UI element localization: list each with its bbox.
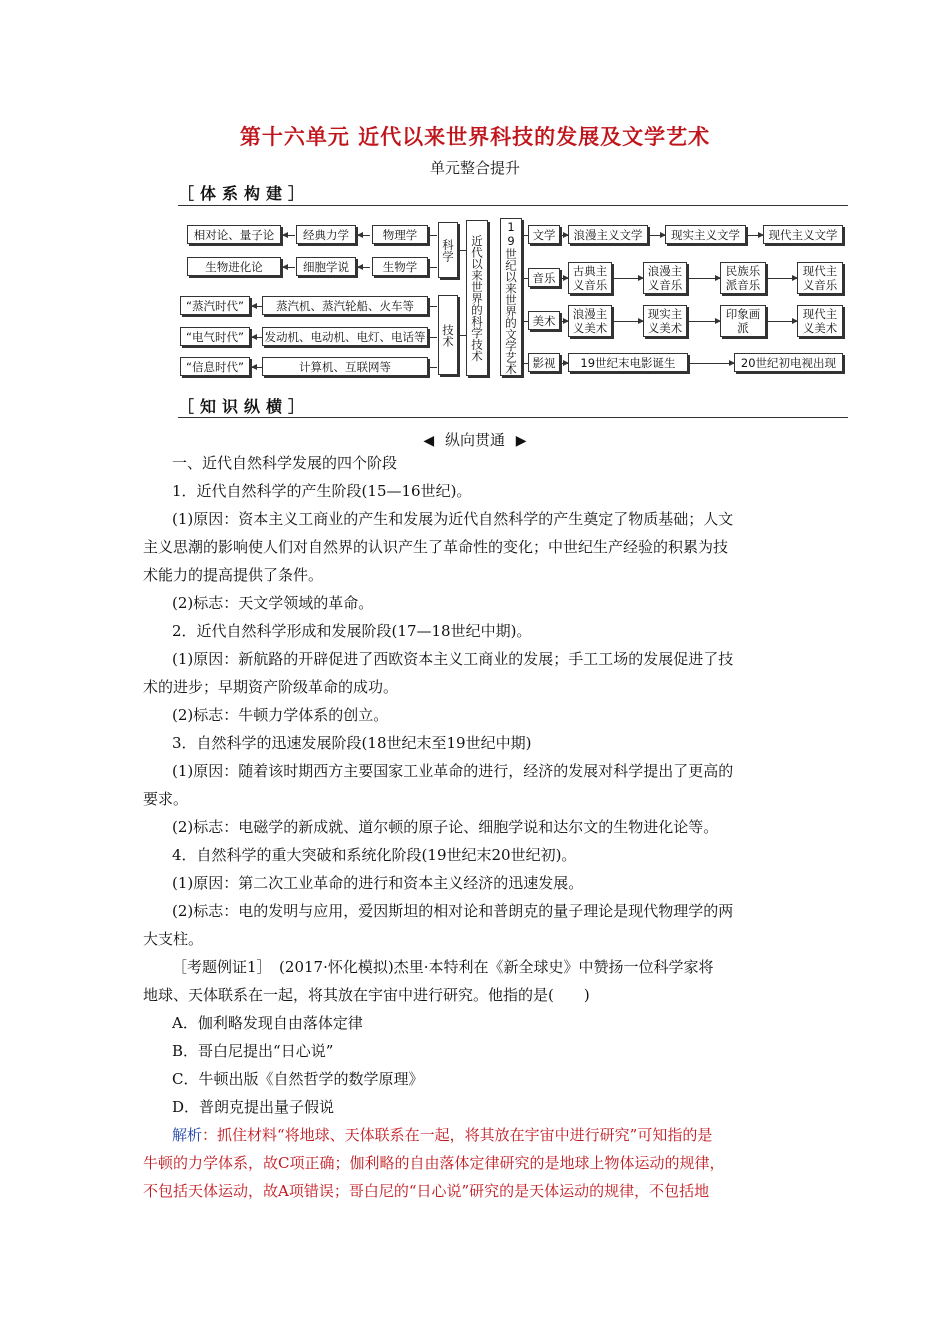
option-d: D．普朗克提出量子假说 [172,1098,335,1116]
connector [430,306,437,307]
box-cinema-birth: 19世纪末电影诞生 [568,353,688,372]
arrow [561,321,568,322]
structure-diagram [0,0,950,400]
box-realist-lit: 现实主义文学 [665,225,746,244]
box-film: 影视 [528,353,560,372]
text-line: (1)原因：资本主义工商业的产生和发展为近代自然科学的产生奠定了物质基础；人文 [172,510,734,528]
box-classical-music: 古典主义音乐 [568,262,612,294]
box-info-age: “信息时代” [180,357,250,376]
box-evolution: 生物进化论 [187,257,281,276]
box-science: 科学 [438,222,458,278]
arrow [767,321,797,322]
box-cell-theory: 细胞学说 [296,257,356,276]
analysis-line-1 [172,1122,712,1150]
box-steam-tech: 蒸汽机、蒸汽轮船、火车等 [262,296,428,315]
text-line: 大支柱。 [143,930,204,948]
section-heading-knowledge: ［知识纵横］ [178,397,311,416]
analysis-line-2: 牛顿的力学体系，故C项正确；伽利略的自由落体定律研究的是地球上物体运动的规律， [143,1154,725,1172]
stage-1: 1．近代自然科学的产生阶段(15—16世纪)。 [172,482,472,500]
arrow [358,235,370,236]
box-literature: 文学 [528,225,560,244]
box-technology: 技术 [438,295,458,375]
arrow [689,363,734,364]
box-steam-age: “蒸汽时代” [180,296,250,315]
text-line: 术的进步；早期资产阶级革命的成功。 [143,678,399,696]
arrow [561,235,568,236]
arrow [252,367,262,368]
exam-question: ［考题例证1］ (2017·怀化模拟)杰里·本特利在《新全球史》中赞扬一位科学家将 [172,958,714,976]
box-classical-mechanics: 经典力学 [296,225,356,244]
box-romantic-lit: 浪漫主义文学 [568,225,648,244]
arrow [747,235,763,236]
box-realist-art: 现实主义美术 [643,305,687,337]
section-heading-structure: ［体系构建］ [178,184,311,203]
arrow [613,278,643,279]
page-title: 第十六单元 近代以来世界科技的发展及文学艺术 [239,125,711,149]
section-rule [178,417,848,418]
heading-1: 一、近代自然科学发展的四个阶段 [172,454,398,472]
connector [430,235,437,236]
box-modern-art: 现代主义美术 [797,305,843,337]
box-electric-tech: 发动机、电动机、电灯、电话等 [262,327,428,346]
text-line: (2)标志：电磁学的新成就、道尔顿的原子论、细胞学说和达尔文的生物进化论等。 [172,818,719,836]
box-romantic-music: 浪漫主义音乐 [643,262,687,294]
arrow [283,267,295,268]
box-art: 美术 [528,311,560,330]
stage-4: 4．自然科学的重大突破和系统化阶段(19世纪末20世纪初)。 [172,846,577,864]
arrow [688,321,720,322]
right-bracket-icon: ▶ [515,433,527,449]
box-info-tech: 计算机、互联网等 [262,357,428,376]
connector [430,367,437,368]
analysis-label: 解析 [172,1126,203,1144]
analysis-line-3: 不包括天体运动，故A项错误；哥白尼的“日心说”研究的是天体运动的规律，不包括地 [143,1182,710,1200]
text-line: (1)原因：新航路的开辟促进了西欧资本主义工商业的发展；手工工场的发展促进了技 [172,650,734,668]
arrow [561,363,568,364]
box-music: 音乐 [528,268,560,287]
box-tv: 20世纪初电视出现 [734,353,843,372]
exam-question-cont: 地球、天体联系在一起，将其放在宇宙中进行研究。他指的是( ) [143,986,590,1004]
banner [0,429,950,450]
text-line: 术能力的提高提供了条件。 [143,566,324,584]
text-line: (2)标志：电的发明与应用，爱因斯坦的相对论和普朗克的量子理论是现代物理学的两 [172,902,734,920]
box-romantic-art: 浪漫主义美术 [568,305,612,337]
box-national-music: 民族乐派音乐 [720,262,766,294]
arrow [613,321,643,322]
text-line: (1)原因：随着该时期西方主要国家工业革命的进行，经济的发展对科学提出了更高的 [172,762,734,780]
box-impressionism: 印象画派 [720,305,766,337]
option-b: B．哥白尼提出“日心说” [172,1042,334,1060]
option-a: A．伽利略发现自由落体定律 [172,1014,363,1032]
box-center-science: 近代以来世界的科学技术 [466,220,488,376]
box-modern-music: 现代主义音乐 [797,262,843,294]
banner-text: 纵向贯通 [444,431,505,449]
stage-2: 2．近代自然科学形成和发展阶段(17—18世纪中期)。 [172,622,532,640]
arrow [358,267,370,268]
box-electric-age: “电气时代” [180,327,250,346]
arrow [252,337,262,338]
arrow [767,278,797,279]
option-c: C．牛顿出版《自然哲学的数学原理》 [172,1070,424,1088]
arrow [561,278,568,279]
box-modern-lit: 现代主义文学 [763,225,843,244]
box-relativity: 相对论、量子论 [187,225,281,244]
text-line: (2)标志：天文学领域的革命。 [172,594,374,612]
box-center-art: 19世纪以来世界的文学艺术 [500,218,522,376]
arrow [252,306,262,307]
arrow [649,235,665,236]
page-subtitle: 单元整合提升 [429,159,520,177]
stage-3: 3．自然科学的迅速发展阶段(18世纪末至19世纪中期) [172,734,532,752]
text-line: 主义思潮的影响使人们对自然界的认识产生了革命性的变化；中世纪生产经验的积累为技 [143,538,729,556]
connector [430,267,437,268]
arrow [283,235,295,236]
box-physics: 物理学 [372,225,428,244]
text-line: 要求。 [143,790,189,808]
left-bracket-icon: ◀ [423,433,435,449]
text-line: (2)标志：牛顿力学体系的创立。 [172,706,389,724]
connector [430,337,437,338]
text-line: (1)原因：第二次工业革命的进行和资本主义经济的迅速发展。 [172,874,584,892]
arrow [688,278,720,279]
analysis-text: ：抓住材料“将地球、天体联系在一起，将其放在宇宙中进行研究”可知指的是 [202,1126,713,1144]
box-biology: 生物学 [372,257,428,276]
